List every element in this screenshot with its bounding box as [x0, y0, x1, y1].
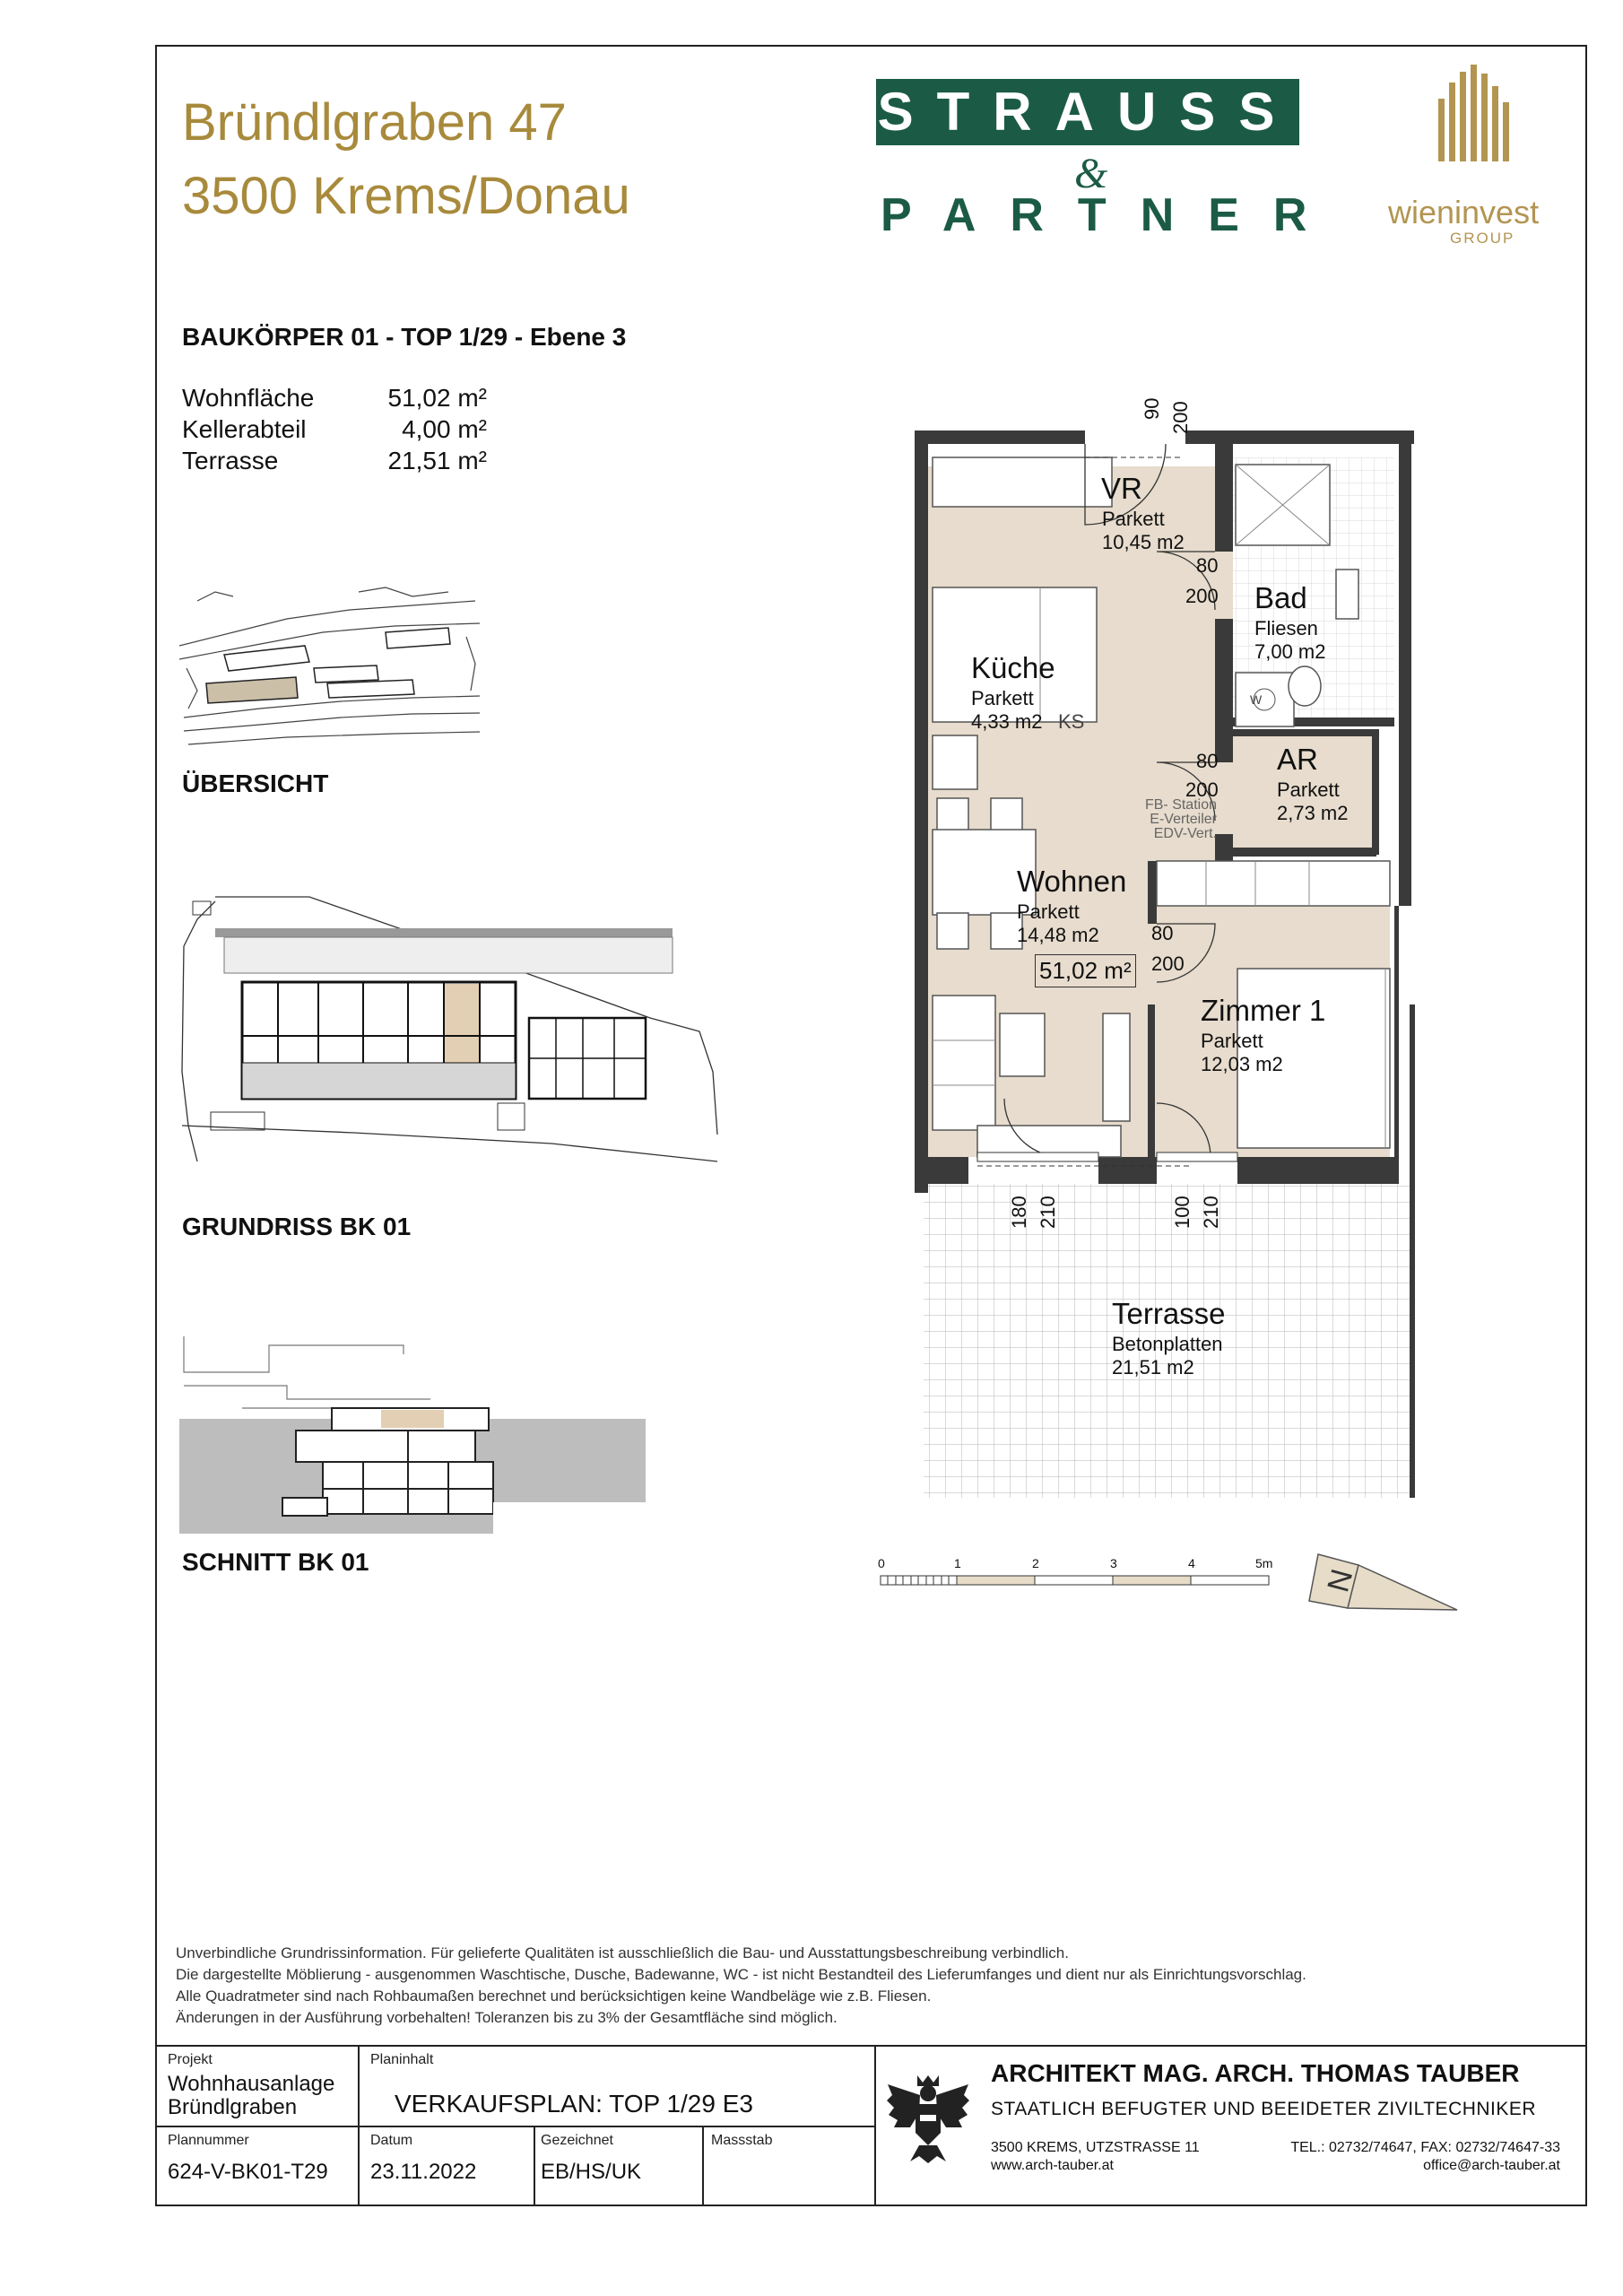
door-dim-terrace-1-b: 210	[1037, 1196, 1059, 1229]
architect-address: 3500 KREMS, UTZSTRASSE 11	[991, 2140, 1200, 2155]
door-dim-terrace-2-b: 210	[1200, 1196, 1222, 1229]
architect-phone: TEL.: 02732/74647, FAX: 02732/74647-33	[1290, 2140, 1560, 2155]
planinhalt-value: VERKAUFSPLAN: TOP 1/29 E3	[395, 2090, 753, 2118]
datum-value: 23.11.2022	[370, 2160, 477, 2184]
strauss-logo-ampersand: &	[1074, 150, 1108, 197]
projekt-value-2: Bründlgraben	[168, 2095, 298, 2119]
address-line-2: 3500 Krems/Donau	[182, 167, 630, 225]
fb-note-line-3: EDV-Vert.	[1153, 826, 1217, 841]
room-area-kueche: 4,33 m2	[971, 710, 1043, 733]
area-label-terrasse: Terrasse	[182, 447, 279, 474]
room-floor-terrasse: Betonplatten	[1112, 1333, 1223, 1355]
address-line-1: Bründlgraben 47	[182, 93, 567, 152]
room-name-zimmer-1: Zimmer 1	[1201, 994, 1326, 1027]
plannummer-value: 624-V-BK01-T29	[168, 2160, 328, 2184]
disclaimer-line-4: Änderungen in der Ausführung vorbehalten! Toleranzen bis zu 3% der Gesamtfläche sind möglich.	[176, 2009, 838, 2026]
fb-station-note	[1132, 798, 1217, 841]
scale-label-0: 0	[878, 1556, 885, 1570]
architect-title: STAATLICH BEFUGTER UND BEEIDETER ZIVILTECHNIKER	[991, 2099, 1537, 2119]
building-floorplan-thumbnail	[175, 892, 722, 1170]
door-dim-ar-width: 80	[1196, 750, 1219, 772]
plannummer-label: Plannummer	[168, 2133, 249, 2148]
datum-label: Datum	[370, 2133, 413, 2148]
area-label-wohnflaeche: Wohnfläche	[182, 384, 315, 412]
room-area-vr: 10,45 m2	[1102, 531, 1185, 553]
unit-title: BAUKÖRPER 01 - TOP 1/29 - Ebene 3	[182, 323, 627, 351]
room-name-bad: Bad	[1254, 581, 1307, 614]
floorplan-thumbnail-label: GRUNDRISS BK 01	[182, 1213, 412, 1240]
door-dim-bad-width: 80	[1196, 554, 1219, 577]
room-area-bad: 7,00 m2	[1254, 640, 1326, 663]
room-floor-wohnen: Parkett	[1017, 900, 1080, 923]
gezeichnet-value: EB/HS/UK	[541, 2160, 642, 2184]
projekt-label: Projekt	[168, 2052, 213, 2067]
overview-label: ÜBERSICHT	[182, 770, 329, 797]
projekt-value-1: Wohnhausanlage	[168, 2072, 335, 2096]
titleblock-top-border	[155, 2045, 1587, 2047]
room-floor-vr: Parkett	[1102, 508, 1165, 530]
door-dim-zimmer-height: 200	[1151, 952, 1185, 975]
area-value-wohnflaeche: 51,02 m²	[387, 384, 487, 412]
disclaimer-line-1: Unverbindliche Grundrissinformation. Für gelieferte Qualitäten ist ausschließlich die Bau- und Ausstattungsbeschreibung verbindlich.	[176, 1944, 1069, 1961]
door-dim-zimmer-width: 80	[1151, 922, 1174, 944]
architect-name: ARCHITEKT MAG. ARCH. THOMAS TAUBER	[991, 2059, 1520, 2087]
titleblock-vline-4	[874, 2045, 876, 2206]
ks-label: KS	[1058, 710, 1085, 733]
washing-machine-label: W	[1250, 692, 1263, 707]
architect-web-link[interactable]: www.arch-tauber.at	[991, 2158, 1114, 2173]
door-dim-terrace-2-a: 100	[1171, 1196, 1193, 1229]
area-value-terrasse: 21,51 m²	[387, 447, 487, 474]
austrian-eagle-icon	[883, 2068, 973, 2167]
room-floor-zimmer-1: Parkett	[1201, 1030, 1263, 1052]
room-floor-kueche: Parkett	[971, 687, 1034, 709]
door-dim-terrace-1-a: 180	[1008, 1196, 1030, 1229]
titleblock-vline-3	[702, 2126, 704, 2206]
north-letter: N	[1321, 1565, 1360, 1596]
wieninvest-logo-icon	[1428, 65, 1517, 172]
titleblock-vline-1	[358, 2045, 360, 2206]
room-floor-bad: Fliesen	[1254, 617, 1318, 639]
room-name-wohnen: Wohnen	[1017, 865, 1127, 898]
fb-note-line-2: E-Verteiler	[1150, 812, 1217, 827]
scale-label-4: 4	[1188, 1556, 1195, 1570]
fb-note-line-1: FB- Station	[1144, 797, 1217, 813]
room-name-ar: AR	[1277, 743, 1318, 776]
disclaimer-line-3: Alle Quadratmeter sind nach Rohbaumaßen berechnet und berücksichtigen keine Wandbeläge wie z.B. Fliesen.	[176, 1987, 932, 2005]
massstab-label: Massstab	[711, 2133, 773, 2148]
room-area-ar: 2,73 m2	[1277, 802, 1349, 824]
strauss-logo: STRAUSS	[876, 79, 1299, 145]
door-dim-entry-width: 90	[1141, 397, 1163, 420]
total-area-label: 51,02 m²	[1035, 954, 1136, 987]
room-name-terrasse: Terrasse	[1112, 1297, 1226, 1330]
room-name-vr: VR	[1101, 472, 1142, 505]
area-label-kellerabteil: Kellerabteil	[182, 415, 307, 443]
room-area-wohnen: 14,48 m2	[1017, 924, 1099, 946]
scale-label-5m: 5m	[1255, 1556, 1273, 1570]
partner-logo: PARTNER	[881, 189, 1341, 241]
room-area-zimmer-1: 12,03 m2	[1201, 1053, 1283, 1075]
room-name-kueche: Küche	[971, 651, 1055, 684]
room-floor-ar: Parkett	[1277, 778, 1340, 801]
section-thumbnail-label: SCHNITT BK 01	[182, 1548, 369, 1576]
scale-label-3: 3	[1110, 1556, 1117, 1570]
titleblock-mid-divider	[155, 2126, 874, 2127]
titleblock-vline-2	[534, 2126, 535, 2206]
disclaimer-line-2: Die dargestellte Möblierung - ausgenommen Waschtische, Dusche, Badewanne, WC - ist nicht Bestandteil des Lieferumfanges und dient nur als Einrichtungsvorschlag.	[176, 1966, 1306, 1983]
architect-email-link[interactable]: office@arch-tauber.at	[1423, 2158, 1560, 2173]
planinhalt-label: Planinhalt	[370, 2052, 434, 2067]
scale-label-2: 2	[1032, 1556, 1039, 1570]
building-section-thumbnail	[179, 1336, 646, 1534]
room-area-terrasse: 21,51 m2	[1112, 1356, 1194, 1378]
door-dim-entry-height: 200	[1169, 401, 1192, 434]
scale-bar	[879, 1556, 1273, 1601]
wieninvest-logo-group: GROUP	[1450, 230, 1515, 247]
door-dim-bad-height: 200	[1185, 585, 1219, 607]
wieninvest-logo-text: wieninvest	[1388, 194, 1540, 230]
gezeichnet-label: Gezeichnet	[541, 2133, 613, 2148]
site-overview-map	[179, 583, 484, 762]
scale-label-1: 1	[954, 1556, 961, 1570]
area-value-kellerabteil: 4,00 m²	[402, 415, 487, 443]
door-dim-ar-height: 200	[1185, 778, 1219, 801]
